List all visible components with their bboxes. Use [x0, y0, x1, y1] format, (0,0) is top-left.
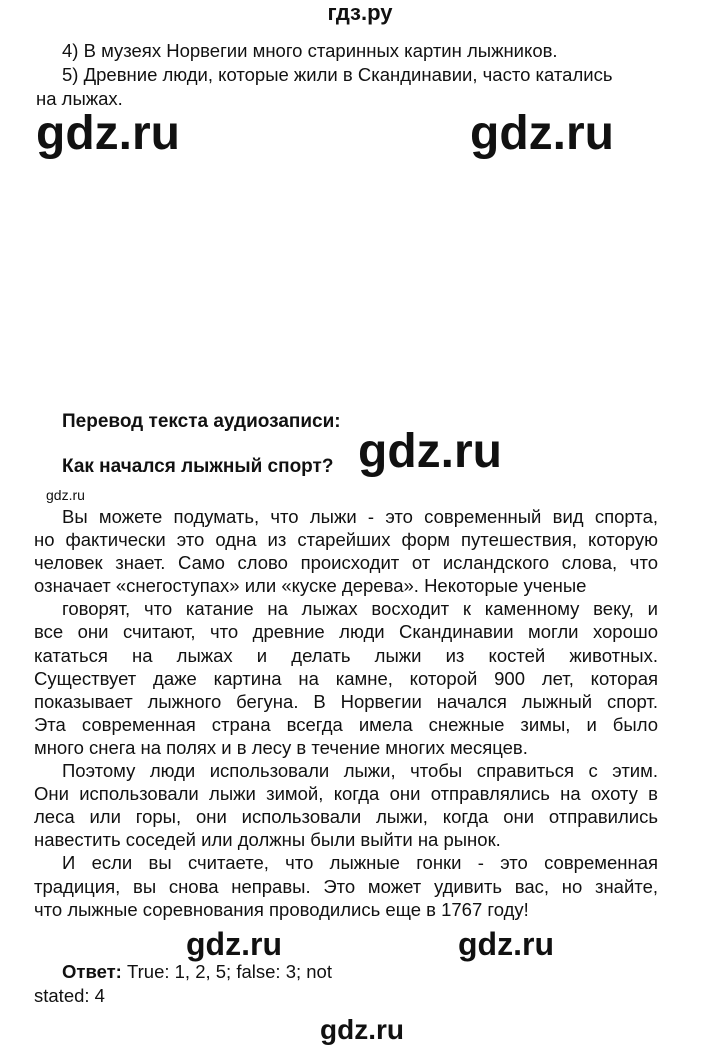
text-line: навестить соседей или должны были выйти на рынок.	[34, 829, 501, 851]
watermark: gdz.ru	[358, 425, 502, 478]
text-line: Эта современная страна всегда имела снежные зимы, и было	[34, 713, 658, 735]
text-line: Вы можете подумать, что лыжи - это современный вид спорта,	[62, 506, 658, 527]
answer-values: True: 1, 2, 5; false: 3; not	[121, 961, 332, 982]
statement-5: 5) Древние люди, которые жили в Скандинавии, часто катались	[62, 64, 613, 85]
watermark-footer: gdz.ru	[320, 1014, 404, 1045]
text-line: И если вы считаете, что лыжные гонки - это современная	[62, 852, 658, 874]
watermark-small: gdz.ru	[46, 487, 85, 503]
text-line: Поэтому люди использовали лыжи, чтобы справиться с этим.	[62, 760, 658, 782]
text-line: все они считают, что древние люди Скандинавии могли хорошо	[34, 621, 658, 643]
text-line: означает «снегоступах» или «куске дерева». Некоторые ученые	[34, 575, 587, 597]
text-line: говорят, что катание на лыжах восходит к каменному веку, и	[62, 598, 658, 620]
answer-label: Ответ:	[62, 961, 122, 982]
text-line: традиция, вы снова неправы. Это может удивить вас, но знайте,	[34, 875, 658, 897]
watermark: gdz.ru	[458, 926, 554, 962]
statement-5-cont: на лыжах.	[36, 88, 123, 109]
text-line: но фактически это одна из старейших форм путешествия, которую	[34, 529, 658, 551]
watermark: gdz.ru	[470, 107, 614, 160]
answer-line	[62, 961, 332, 983]
text-line: Существует даже картина на камне, которой 900 лет, которая	[34, 667, 658, 689]
watermark: gdz.ru	[186, 926, 282, 962]
translation-text	[34, 505, 658, 921]
answer-line-2: stated: 4	[34, 985, 105, 1006]
text-line: что лыжные соревнования проводились еще в 1767 году!	[34, 898, 529, 920]
statement-4: 4) В музеях Норвегии много старинных картин лыжников.	[62, 40, 558, 61]
text-line: кататься на лыжах и делать лыжи из костей животных.	[34, 644, 658, 666]
text-title: Как начался лыжный спорт?	[62, 456, 334, 477]
watermark: gdz.ru	[36, 107, 180, 160]
site-header: гдз.ру	[327, 0, 393, 25]
text-line: леса или горы, они использовали лыжи, когда они отправились	[34, 806, 658, 828]
text-line: человек знает. Само слово происходит от исландского слова, что	[34, 552, 658, 574]
section-heading: Перевод текста аудиозаписи:	[62, 411, 341, 432]
text-line: показывает лыжного бегуна. В Норвегии начался лыжный спорт.	[34, 690, 658, 712]
text-line: много снега на полях и в лесу в течение многих месяцев.	[34, 736, 528, 758]
text-line: Они использовали лыжи зимой, когда они отправлялись на охоту в	[34, 783, 658, 805]
